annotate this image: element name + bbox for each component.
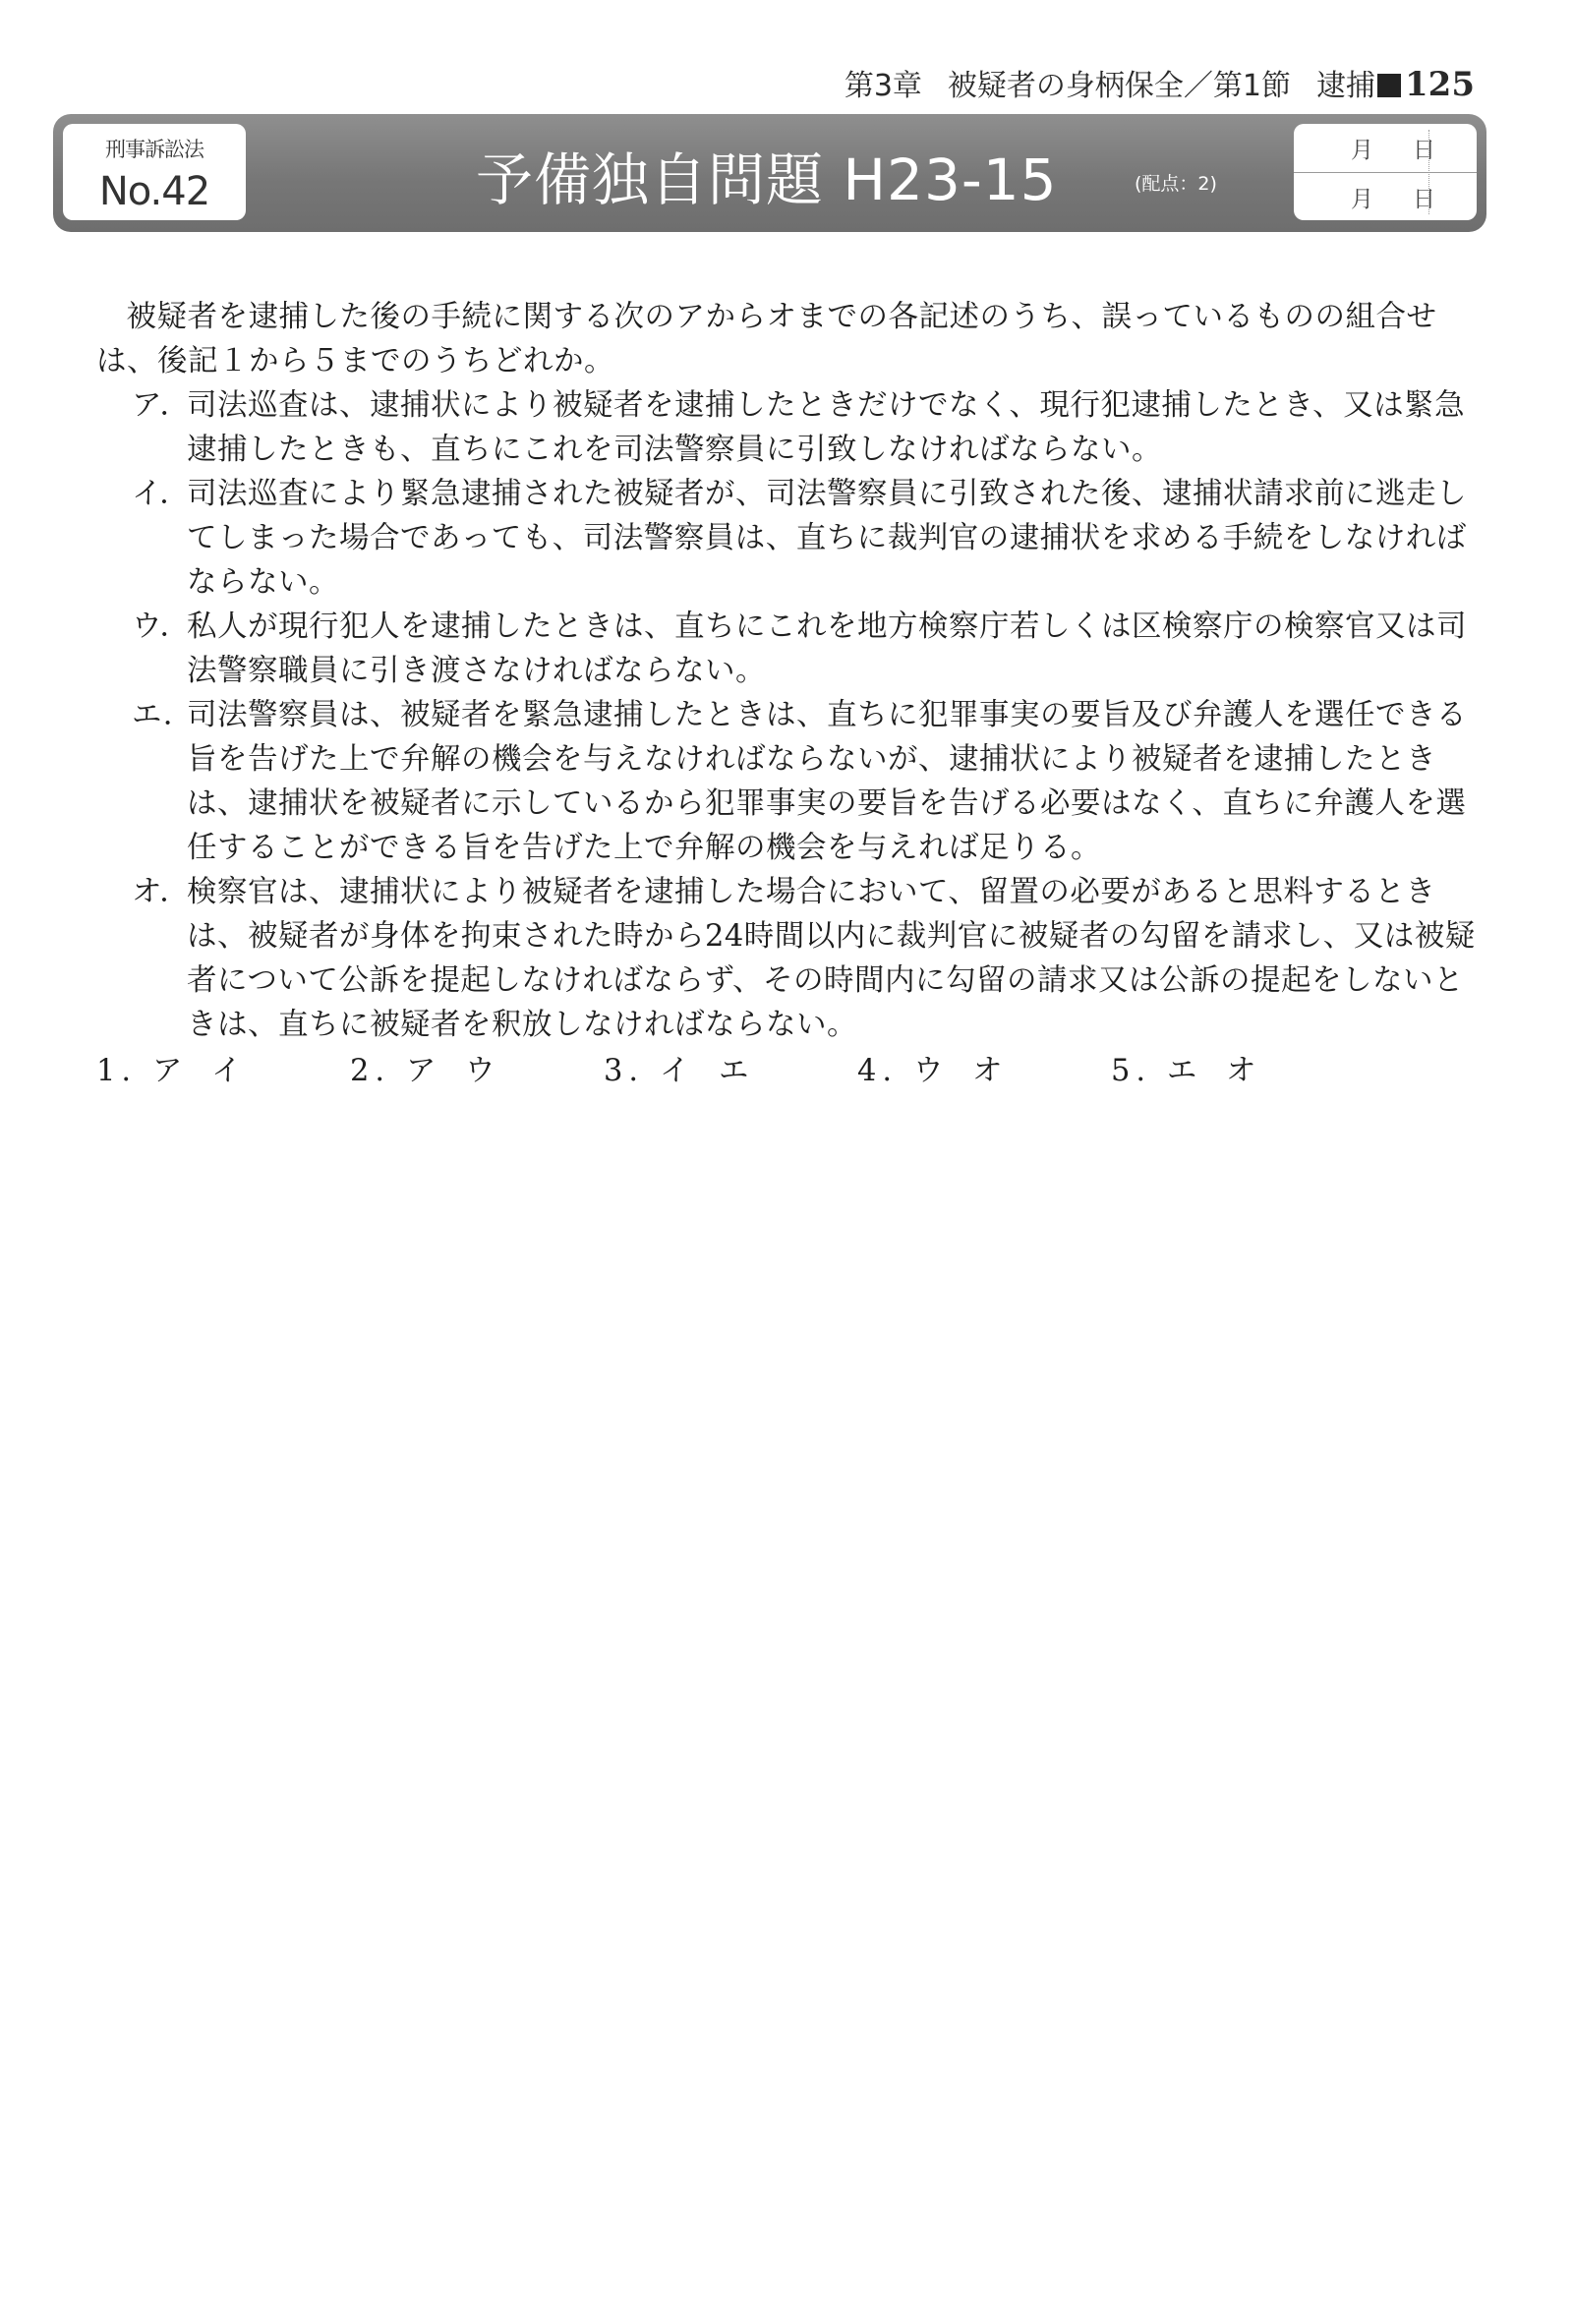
date-row — [1294, 124, 1477, 172]
date-divider — [1428, 130, 1429, 214]
problem-number: No.42 — [98, 169, 210, 214]
question-body — [96, 295, 1483, 1093]
topic-label: 逮捕 — [1316, 69, 1376, 103]
running-header — [845, 61, 1475, 104]
month-label: 月 — [1351, 138, 1373, 163]
problem-title: 予備独自問題 H23-15 — [476, 146, 1058, 213]
answer-number: 2. — [350, 1054, 391, 1088]
chapter-label: 第3章 — [844, 69, 922, 103]
choice-item — [132, 605, 1483, 693]
answer-option — [604, 1049, 857, 1093]
choice-text: 検察官は、逮捕状により被疑者を逮捕した場合において、留置の必要があると思料するときは、被疑者が身体を拘束された時から24時間以内に裁判官に被疑者の勾留を請求し、又は被疑者について公訴を提起しなければならず、その時間内に勾留の請求又は公訴の提起をしないときは、直ちに被疑者を釈放しなければならない。 — [187, 875, 1476, 1042]
choice-text: 司法巡査は、逮捕状により被疑者を逮捕したときだけでなく、現行犯逮捕したとき、又は緊急逮捕したときも、直ちにこれを司法警察員に引致しなければならない。 — [187, 388, 1466, 467]
answer-option — [857, 1049, 1111, 1093]
choice-text: 司法警察員は、被疑者を緊急逮捕したときは、直ちに犯罪事実の要旨及び弁護人を選任できる旨を告げた上で弁解の機会を与えなければならないが、逮捕状により被疑者を逮捕したときは、逮捕状を被疑者に示しているから犯罪事実の要旨を告げる必要はなく、直ちに弁護人を選任することができる旨を告げた上で弁解の機会を与えれば足りる。 — [187, 698, 1467, 865]
choice-text: 司法巡査により緊急逮捕された被疑者が、司法警察員に引致された後、逮捕状請求前に逃走してしまった場合であっても、司法警察員は、直ちに裁判官の逮捕状を求める手続をしなければならない。 — [187, 477, 1467, 600]
choice-marker: エ． — [132, 698, 194, 732]
answer-number: 5. — [1111, 1054, 1152, 1088]
choice-marker: オ． — [132, 875, 191, 909]
choice-item — [132, 472, 1483, 605]
answer-option — [1111, 1049, 1365, 1093]
answer-option — [350, 1049, 604, 1093]
answer-number: 1. — [96, 1054, 138, 1088]
problem-title-bar — [53, 114, 1486, 232]
points-label: (配点：2) — [1135, 173, 1217, 195]
date-row — [1294, 172, 1477, 221]
topic-with-page — [1316, 61, 1475, 104]
square-bullet-icon — [1377, 74, 1401, 97]
answer-option — [96, 1049, 350, 1093]
answer-label: エ オ — [1166, 1054, 1262, 1088]
intro-paragraph: 被疑者を逮捕した後の手続に関する次のアからオまでの各記述のうち、誤っているものの組合せは、後記１から５までのうちどれか。 — [96, 300, 1437, 378]
section-label: 被疑者の身柄保全／第1節 — [947, 69, 1292, 103]
day-label: 日 — [1413, 138, 1435, 163]
month-label: 月 — [1351, 187, 1373, 212]
answer-options — [96, 1049, 1483, 1093]
page-number: 125 — [1405, 65, 1475, 104]
answer-number: 3. — [604, 1054, 645, 1088]
question-intro — [96, 295, 1483, 383]
choice-item — [132, 870, 1483, 1047]
choice-item — [132, 693, 1483, 870]
choice-text: 私人が現行犯人を逮捕したときは、直ちにこれを地方検察庁若しくは区検察庁の検察官又は司法警察職員に引き渡さなければならない。 — [187, 610, 1467, 688]
choice-marker: ア． — [132, 388, 191, 423]
choice-marker: イ． — [132, 477, 191, 511]
day-label: 日 — [1413, 187, 1435, 212]
subject-box — [63, 124, 246, 220]
study-date-box — [1294, 124, 1477, 220]
subject-label: 刑事訴訟法 — [105, 138, 204, 161]
answer-label: イ エ — [659, 1054, 755, 1088]
answer-label: ア ウ — [405, 1054, 501, 1088]
answer-label: ア イ — [151, 1054, 248, 1088]
choice-marker: ウ． — [132, 610, 191, 644]
answer-number: 4. — [857, 1054, 899, 1088]
choice-item — [132, 383, 1483, 472]
answer-label: ウ オ — [912, 1054, 1009, 1088]
